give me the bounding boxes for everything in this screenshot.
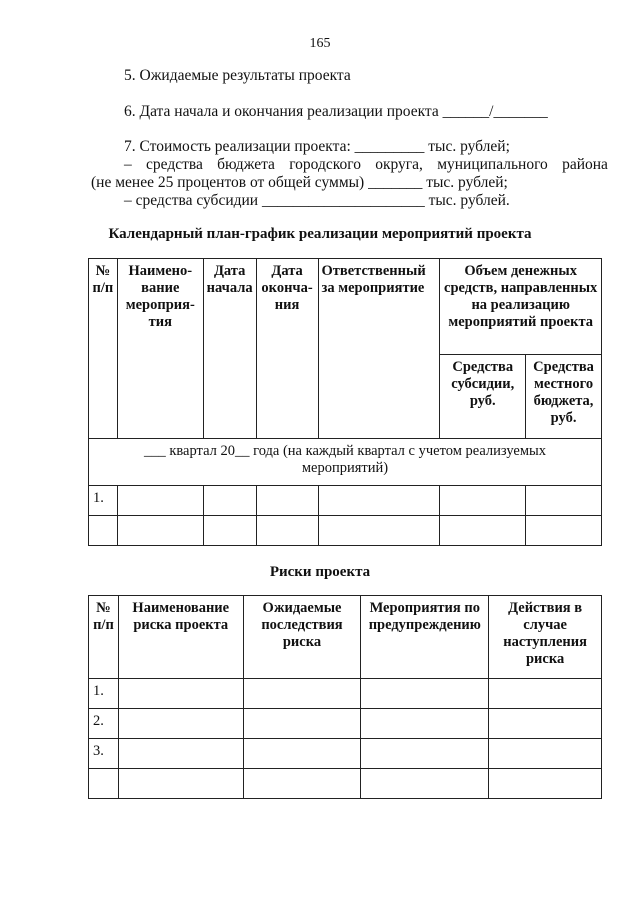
- item-5-expected-results: 5. Ожидаемые результаты проекта: [124, 67, 351, 84]
- table-cell: [118, 709, 243, 739]
- row-number: [89, 769, 119, 799]
- table-cell: [117, 516, 203, 546]
- risks-header-num: № п/п: [89, 596, 119, 679]
- table-cell: [203, 486, 256, 516]
- risks-header-name: Наименование риска проекта: [118, 596, 243, 679]
- budget-word: –: [124, 156, 132, 173]
- table-cell: [318, 486, 440, 516]
- budget-line-1: [124, 156, 608, 174]
- table-cell: [440, 486, 526, 516]
- table-cell: [243, 709, 361, 739]
- risks-header-consequences: Ожидаемые последствия риска: [243, 596, 361, 679]
- schedule-header-num: № п/п: [89, 259, 118, 439]
- table-cell: [243, 769, 361, 799]
- table-cell: [489, 769, 602, 799]
- table-cell: [440, 516, 526, 546]
- item-6-label: 6. Дата начала и окончания реализации проекта: [124, 103, 439, 120]
- budget-line-2: [91, 174, 508, 192]
- budget-line-2-blank: _______: [368, 174, 423, 191]
- budget-word: района: [562, 156, 608, 173]
- table-cell: [526, 486, 602, 516]
- table-cell: [489, 679, 602, 709]
- budget-line-2-text: (не менее 25 процентов от общей суммы): [91, 174, 365, 191]
- item-7-cost: [124, 138, 510, 156]
- budget-word: бюджета: [217, 156, 275, 173]
- item-7-label: 7. Стоимость реализации проекта:: [124, 138, 351, 155]
- schedule-header-local: Средства местного бюджета, руб.: [526, 355, 602, 439]
- schedule-header-name: Наимено-вание мероприя-тия: [117, 259, 203, 439]
- schedule-header-funds: Объем денежных средств, направленных на реализацию мероприятий проекта: [440, 259, 602, 355]
- table-cell: [243, 679, 361, 709]
- schedule-header-end: Дата оконча-ния: [256, 259, 318, 439]
- table-cell: [118, 769, 243, 799]
- table-cell: [118, 679, 243, 709]
- table-cell: [526, 516, 602, 546]
- subsidy-line: [124, 192, 510, 210]
- budget-line-2-unit: тыс. рублей;: [426, 174, 508, 191]
- table-cell: [318, 516, 440, 546]
- table-cell: [256, 486, 318, 516]
- table-row: [89, 679, 602, 709]
- table-cell: [361, 769, 489, 799]
- schedule-header-responsible: Ответственный за мероприятие: [318, 259, 440, 439]
- table-row: [89, 739, 602, 769]
- table-cell: [256, 516, 318, 546]
- table-cell: [361, 709, 489, 739]
- budget-word: округа,: [375, 156, 423, 173]
- row-number: 3.: [89, 739, 119, 769]
- table-cell: [489, 709, 602, 739]
- table-cell: [361, 739, 489, 769]
- page-number: 165: [309, 36, 331, 51]
- table-row: [89, 516, 602, 546]
- schedule-header-subsidy: Средства субсидии, руб.: [440, 355, 526, 439]
- budget-word: средства: [146, 156, 203, 173]
- table-row: [89, 769, 602, 799]
- risks-title: Риски проекта: [269, 564, 371, 580]
- row-number: 1.: [89, 486, 118, 516]
- table-cell: [203, 516, 256, 546]
- row-number: 2.: [89, 709, 119, 739]
- table-cell: [489, 739, 602, 769]
- item-7-blank: _________: [354, 138, 425, 155]
- subsidy-label: – средства субсидии: [124, 192, 259, 209]
- row-number: [89, 516, 118, 546]
- item-7-unit: тыс. рублей;: [428, 138, 510, 155]
- risks-header-prevention: Мероприятия по предупреждению: [361, 596, 489, 679]
- schedule-header-start: Дата начала: [203, 259, 256, 439]
- risks-table: [88, 595, 602, 799]
- item-6-dates: [124, 103, 548, 121]
- schedule-title: Календарный план-график реализации мероприятий проекта: [108, 226, 532, 242]
- item-6-blank: ______/_______: [442, 103, 548, 120]
- row-number: 1.: [89, 679, 119, 709]
- risks-header-actions: Действия в случае наступления риска: [489, 596, 602, 679]
- schedule-table: [88, 258, 602, 546]
- table-row: [89, 486, 602, 516]
- subsidy-blank: _____________________: [261, 192, 425, 209]
- budget-word: муниципального: [437, 156, 548, 173]
- subsidy-unit: тыс. рублей.: [428, 192, 510, 209]
- table-cell: [117, 486, 203, 516]
- table-cell: [118, 739, 243, 769]
- table-row: [89, 709, 602, 739]
- budget-word: городского: [289, 156, 361, 173]
- table-cell: [361, 679, 489, 709]
- table-cell: [243, 739, 361, 769]
- schedule-quarter-row: ___ квартал 20__ года (на каждый квартал с учетом реализуемых мероприятий): [89, 439, 602, 486]
